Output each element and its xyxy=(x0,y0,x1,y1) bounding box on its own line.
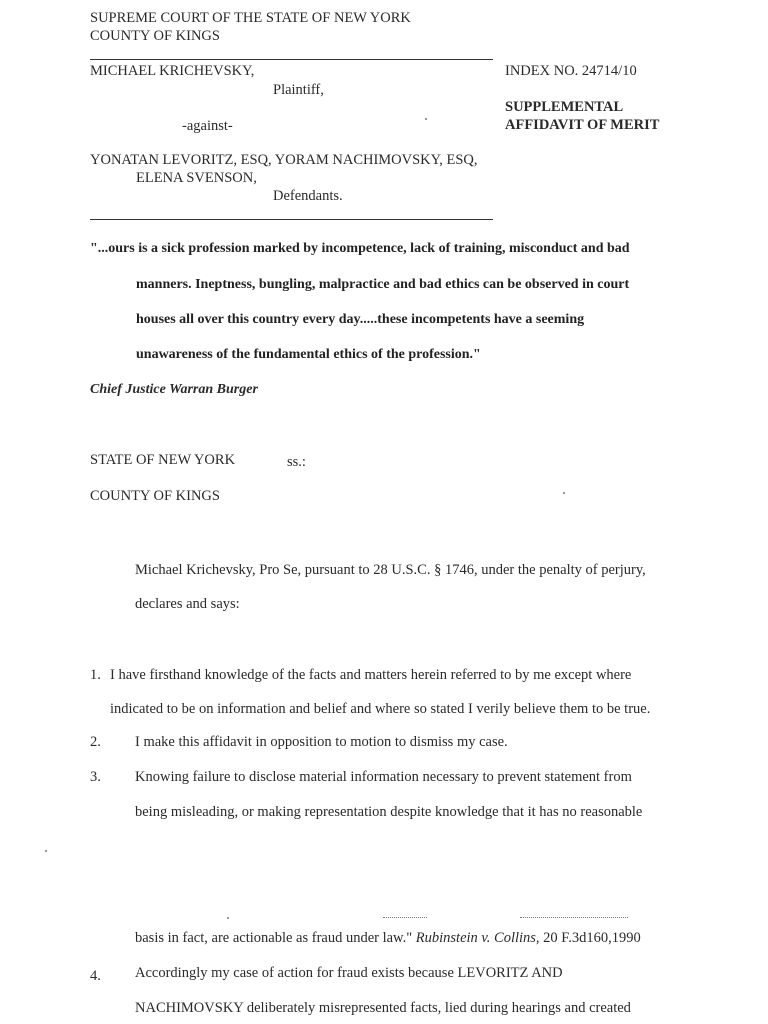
case-citation: Rubinstein v. Collins, xyxy=(415,930,540,946)
scan-artifact xyxy=(383,917,427,918)
intro-line1: Michael Krichevsky, Pro Se, pursuant to 28 U.S.C. § 1746, under the penalty of perjury, xyxy=(135,562,646,578)
document-title-line1: SUPPLEMENTAL xyxy=(505,99,624,115)
plaintiff-name: MICHAEL KRICHEVSKY, xyxy=(90,63,255,79)
citation-reporter: 20 F.3d160,1990 xyxy=(539,930,641,946)
paragraph-number: 3. xyxy=(90,769,101,785)
caption-top-rule xyxy=(90,59,493,60)
epigraph-attribution: Chief Justice Warran Burger xyxy=(90,382,258,397)
against-label: -against- xyxy=(182,118,233,134)
court-name: SUPREME COURT OF THE STATE OF NEW YORK xyxy=(90,10,411,26)
county-name: COUNTY OF KINGS xyxy=(90,28,220,44)
scan-speck xyxy=(45,850,47,852)
paragraph-number: 2. xyxy=(90,734,101,750)
paragraph-number: 4. xyxy=(90,968,101,984)
epigraph-line3: houses all over this country every day.....these incompetents have a seeming xyxy=(136,312,585,327)
paragraph-3-line1: Knowing failure to disclose material information necessary to prevent statement from xyxy=(135,769,632,785)
caption-bottom-rule xyxy=(90,219,493,220)
scan-speck xyxy=(227,917,229,919)
paragraph-3-line2: being misleading, or making representation despite knowledge that it has no reasonable xyxy=(135,804,643,820)
paragraph-2-line1: I make this affidavit in opposition to motion to dismiss my case. xyxy=(135,734,508,750)
defendants-line2: ELENA SVENSON, xyxy=(136,170,257,186)
scan-artifact xyxy=(520,917,628,918)
scan-speck xyxy=(425,118,427,120)
defendants-line1: YONATAN LEVORITZ, ESQ, YORAM NACHIMOVSKY, ESQ, xyxy=(90,152,478,168)
paragraph-4-line2: NACHIMOVSKY deliberately misrepresented facts, lied during hearings and created xyxy=(135,1000,631,1016)
paragraph-1-line2: indicated to be on information and belief and where so stated I verily believe them to be true. xyxy=(110,701,651,717)
defendants-role: Defendants. xyxy=(273,188,343,204)
venue-state: STATE OF NEW YORK xyxy=(90,452,236,468)
scan-speck xyxy=(563,492,565,494)
venue-county: COUNTY OF KINGS xyxy=(90,488,220,504)
intro-line2: declares and says: xyxy=(135,596,240,612)
paragraph-3-line3-text: basis in fact, are actionable as fraud under law." xyxy=(135,930,416,946)
epigraph-line4: unawareness of the fundamental ethics of the profession." xyxy=(136,347,481,362)
paragraph-3-line3 xyxy=(135,930,641,947)
epigraph-line2: manners. Ineptness, bungling, malpractice and bad ethics can be observed in court xyxy=(136,277,630,292)
index-number: INDEX NO. 24714/10 xyxy=(505,63,637,79)
paragraph-4-line1: Accordingly my case of action for fraud exists because LEVORITZ AND xyxy=(135,965,563,981)
plaintiff-role: Plaintiff, xyxy=(273,82,324,98)
paragraph-number: 1. xyxy=(90,667,101,683)
document-title-line2: AFFIDAVIT OF MERIT xyxy=(505,117,660,133)
epigraph-line1: "...ours is a sick profession marked by incompetence, lack of training, misconduct and bad xyxy=(90,241,630,256)
venue-ss: ss.: xyxy=(287,454,306,470)
paragraph-1-line1: I have firsthand knowledge of the facts and matters herein referred to by me except where xyxy=(110,667,632,683)
